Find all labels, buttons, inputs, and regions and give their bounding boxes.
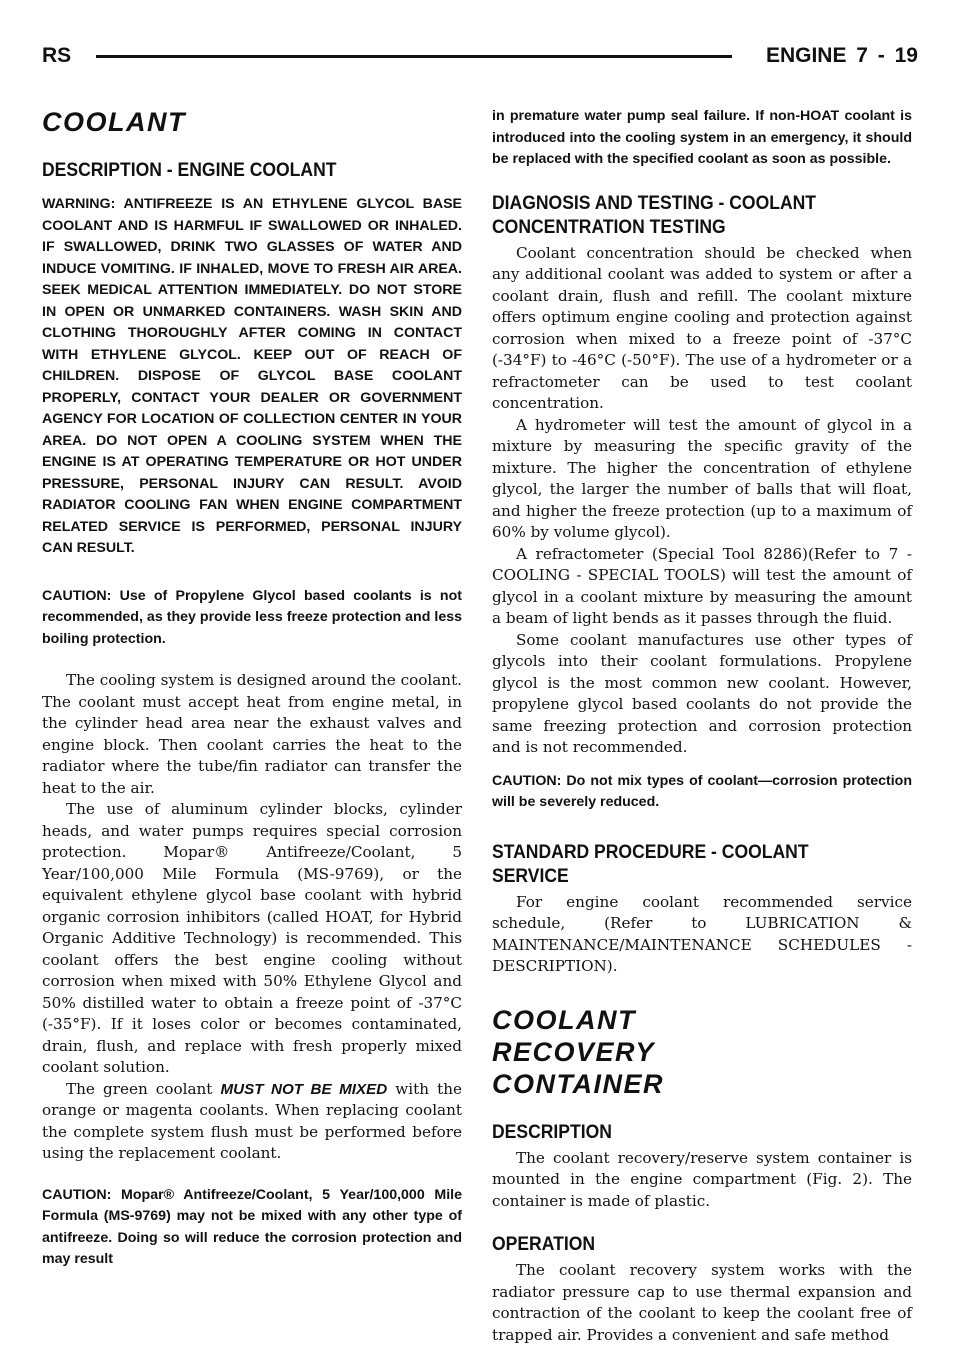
caution-mix-types: CAUTION: Do not mix types of coolant—corrosion protection will be severely reduced. <box>492 772 912 810</box>
header-rule <box>96 55 732 58</box>
emphasis-must-not-mix: MUST NOT BE MIXED <box>220 1080 388 1098</box>
caution-propylene: CAUTION: Use of Propylene Glycol based coolants is not recommended, as they provide less freeze protection and less boiling protection. <box>42 587 462 647</box>
right-column <box>492 106 912 1346</box>
paragraph-aluminum: The use of aluminum cylinder blocks, cylinder heads, and water pumps requires special corrosion protection. Mopar® Antifreeze/Coolant, 5 Year/100,000 Mile Formula (MS-9769), or the equivalent ethylene glycol base coolant with hybrid organic corrosion inhibitors (called HOAT, for Hybrid Organic Additive Technology) is recommended. This coolant offers the best engine cooling without corrosion when mixed with 50% Ethylene Glycol and 50% distilled water to obtain a freeze point of -37°C (-35°F). If it loses color or becomes contaminated, drain, flush, and replace with fresh properly mixed coolant solution. <box>42 800 462 1076</box>
warning-text: WARNING: ANTIFREEZE IS AN ETHYLENE GLYCOL BASE COOLANT AND IS HARMFUL IF SWALLOWED OR INHALED. IF SWALLOWED, DRINK TWO GLASSES OF WATER AND INDUCE VOMITING. IF INHALED, MOVE TO FRESH AIR AREA. SEEK MEDICAL ATTENTION IMMEDIATELY. DO NOT STORE IN OPEN OR UNMARKED CONTAINERS. WASH SKIN AND CLOTHING THOROUGHLY AFTER COMING IN CONTACT WITH ETHYLENE GLYCOL. KEEP OUT OF REACH OF CHILDREN. DISPOSE OF GLYCOL BASE COOLANT PROPERLY, CONTACT YOUR DEALER OR GOVERNMENT AGENCY FOR LOCATION OF COLLECTION CENTER IN YOUR AREA. DO NOT OPEN A COOLING SYSTEM WHEN THE ENGINE IS AT OPERATING TEMPERATURE OR HOT UNDER PRESSURE, PERSONAL INJURY CAN RESULT. AVOID RADIATOR COOLING FAN WHEN ENGINE COMPARTMENT RELATED SERVICE IS PERFORMED, PERSONAL INJURY CAN RESULT. <box>42 196 462 556</box>
paragraph-cooling-system: The cooling system is designed around the coolant. The coolant must accept heat from engine metal, in the cylinder head area near the exhaust valves and engine block. Then coolant carries the heat to the radiator where the tube/fin radiator can transfer the heat to the air. <box>42 671 462 797</box>
paragraph-concentration: Coolant concentration should be checked when any additional coolant was added to system or after a coolant drain, flush and refill. The coolant mixture offers optimum engine cooling and protection against corrosion when mixed to a freeze point of -37°C (-34°F) to -46°C (-50°F). The use of a hydrometer or a refractometer can be used to test coolant concentration. <box>492 243 912 412</box>
caution-mopar-continued: in premature water pump seal failure. If non-HOAT coolant is introduced into the cooling system in an emergency, it should be replaced with the specified coolant as soon as possible. <box>492 108 912 167</box>
heading-diagnosis-testing: DIAGNOSIS AND TESTING - COOLANT CONCENTRATION TESTING <box>492 191 817 238</box>
left-column <box>42 106 462 1271</box>
header-page-label: ENGINE 7 - 19 <box>765 44 918 67</box>
section-title-recovery-container: COOLANT RECOVERY CONTAINER <box>492 1004 664 1099</box>
header-section-code: RS <box>42 44 72 67</box>
caution-mopar: CAUTION: Mopar® Antifreeze/Coolant, 5 Year/100,000 Mile Formula (MS-9769) may not be mixed with any other type of antifreeze. Doing so will reduce the corrosion protection and may result <box>42 1186 462 1267</box>
paragraph-glycol-types: Some coolant manufactures use other types of glycols into their coolant formulations. Propylene glycol is the most common new coolant. However, propylene glycol based coolants do not provide the same freezing protection and corrosion protection and is not recommended. <box>492 630 912 756</box>
paragraph-refractometer: A refractometer (Special Tool 8286)(Refer to 7 - COOLING - SPECIAL TOOLS) will test the amount of glycol in a coolant mixture by measuring the amount a beam of light bends as it passes through the fluid. <box>492 544 912 627</box>
paragraph-hydrometer: A hydrometer will test the amount of glycol in a mixture by measuring the specific gravity of the mixture. The higher the concentration of ethylene glycol, the larger the number of balls that will float, and higher the freeze protection (up to a maximum of 60% by volume glycol). <box>492 415 912 541</box>
paragraph-container-description: The coolant recovery/reserve system container is mounted in the engine compartment (Fig. 2). The container is made of plastic. <box>492 1148 912 1210</box>
section-title-coolant: COOLANT <box>42 107 186 137</box>
heading-description-engine-coolant: DESCRIPTION - ENGINE COOLANT <box>42 159 337 181</box>
paragraph-green-coolant: The green coolant MUST NOT BE MIXED with the orange or magenta coolants. When replacing coolant the complete system flush must be performed before using the replacement coolant. <box>42 1079 462 1162</box>
heading-description: DESCRIPTION <box>492 1120 612 1143</box>
heading-standard-procedure: STANDARD PROCEDURE - COOLANT SERVICE <box>492 840 809 887</box>
heading-operation: OPERATION <box>492 1233 596 1255</box>
paragraph-service-schedule: For engine coolant recommended service schedule, (Refer to LUBRICATION & MAINTENANCE/MAINTENANCE SCHEDULES - DESCRIPTION). <box>492 892 912 975</box>
page-header <box>42 44 918 72</box>
paragraph-operation: The coolant recovery system works with the radiator pressure cap to use thermal expansion and contraction of the coolant to keep the coolant free of trapped air. Provides a convenient and safe method <box>492 1261 912 1344</box>
